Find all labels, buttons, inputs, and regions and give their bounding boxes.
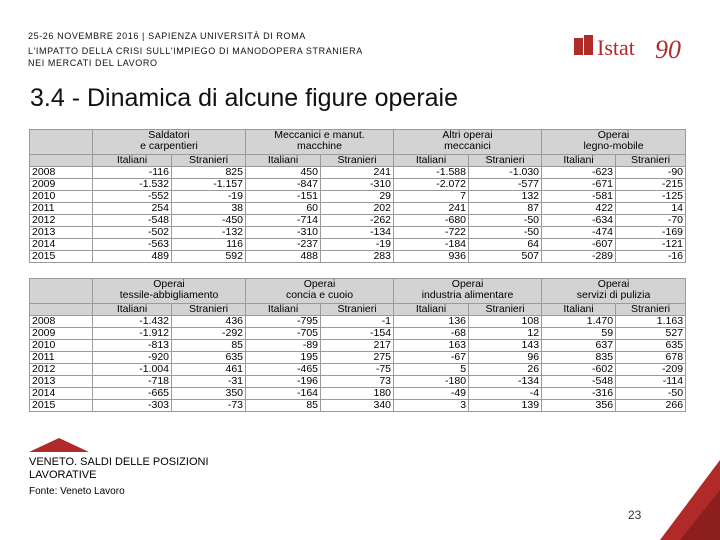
- value-cell: -169: [616, 227, 686, 239]
- value-cell: -154: [321, 328, 394, 340]
- group-header-cell: [246, 279, 394, 304]
- value-cell: -316: [542, 388, 616, 400]
- group-header-line: Operai: [597, 129, 630, 141]
- value-cell: -303: [93, 400, 172, 412]
- group-header-line: tessile-abbigliamento: [119, 289, 219, 301]
- value-cell: -262: [321, 215, 394, 227]
- group-header-line: macchine: [297, 140, 342, 152]
- value-cell: -125: [616, 191, 686, 203]
- value-cell: -548: [542, 376, 616, 388]
- group-header-cell: [246, 130, 394, 155]
- corner-cell: [30, 279, 93, 304]
- value-cell: -73: [172, 400, 246, 412]
- value-cell: -465: [246, 364, 321, 376]
- value-cell: -1: [321, 316, 394, 328]
- group-header-line: Meccanici e manut.: [274, 129, 365, 141]
- caption-line1: VENETO. SALDI DELLE POSIZIONI: [29, 456, 209, 468]
- value-cell: -121: [616, 239, 686, 251]
- value-cell: -1.432: [93, 316, 172, 328]
- value-cell: 241: [321, 167, 394, 179]
- value-cell: -1.157: [172, 179, 246, 191]
- table-row: [30, 328, 686, 340]
- table-row: [30, 388, 686, 400]
- table-row: [30, 191, 686, 203]
- col-header-italiani: Italiani: [93, 304, 172, 316]
- subheader-row: [30, 155, 686, 167]
- table-row: [30, 400, 686, 412]
- value-cell: -718: [93, 376, 172, 388]
- value-cell: 5: [394, 364, 469, 376]
- value-cell: 59: [542, 328, 616, 340]
- col-header-stranieri: Stranieri: [172, 155, 246, 167]
- value-cell: -680: [394, 215, 469, 227]
- value-cell: 254: [93, 203, 172, 215]
- col-header-italiani: Italiani: [93, 155, 172, 167]
- value-cell: 450: [246, 167, 321, 179]
- value-cell: -577: [469, 179, 542, 191]
- year-cell: 2010: [30, 191, 93, 203]
- value-cell: -607: [542, 239, 616, 251]
- value-cell: -50: [469, 227, 542, 239]
- value-cell: -89: [246, 340, 321, 352]
- value-cell: -502: [93, 227, 172, 239]
- value-cell: 14: [616, 203, 686, 215]
- year-cell: 2014: [30, 239, 93, 251]
- value-cell: -50: [469, 215, 542, 227]
- value-cell: 835: [542, 352, 616, 364]
- value-cell: 678: [616, 352, 686, 364]
- value-cell: 7: [394, 191, 469, 203]
- value-cell: 139: [469, 400, 542, 412]
- value-cell: 132: [469, 191, 542, 203]
- year-cell: 2011: [30, 352, 93, 364]
- value-cell: 96: [469, 352, 542, 364]
- value-cell: -847: [246, 179, 321, 191]
- value-cell: -1.004: [93, 364, 172, 376]
- value-cell: -602: [542, 364, 616, 376]
- talk-title-line2: NEI MERCATI DEL LAVORO: [28, 58, 158, 68]
- value-cell: 488: [246, 251, 321, 263]
- group-header-line: Altri operai: [442, 129, 493, 141]
- group-header-cell: [394, 279, 542, 304]
- source-note: Fonte: Veneto Lavoro: [29, 486, 125, 497]
- group-header-line: Saldatori: [148, 129, 190, 141]
- table-row: [30, 316, 686, 328]
- logo-text: Istat: [597, 35, 635, 60]
- corner-cell: [30, 155, 93, 167]
- col-header-italiani: Italiani: [246, 155, 321, 167]
- year-cell: 2009: [30, 179, 93, 191]
- red-triangle-marker: [29, 438, 89, 452]
- corner-cell: [30, 304, 93, 316]
- value-cell: 64: [469, 239, 542, 251]
- value-cell: -1.912: [93, 328, 172, 340]
- value-cell: -310: [321, 179, 394, 191]
- value-cell: -196: [246, 376, 321, 388]
- value-cell: 163: [394, 340, 469, 352]
- value-cell: 73: [321, 376, 394, 388]
- value-cell: -50: [616, 388, 686, 400]
- table-metalworkers: [29, 129, 686, 263]
- group-header-cell: [542, 279, 686, 304]
- value-cell: -813: [93, 340, 172, 352]
- value-cell: -563: [93, 239, 172, 251]
- value-cell: -634: [542, 215, 616, 227]
- group-header-line: e carpentieri: [140, 140, 198, 152]
- value-cell: 85: [172, 340, 246, 352]
- corner-cell: [30, 130, 93, 155]
- value-cell: 85: [246, 400, 321, 412]
- value-cell: 136: [394, 316, 469, 328]
- year-cell: 2008: [30, 316, 93, 328]
- year-cell: 2012: [30, 215, 93, 227]
- value-cell: -16: [616, 251, 686, 263]
- value-cell: -671: [542, 179, 616, 191]
- value-cell: -151: [246, 191, 321, 203]
- table-row: [30, 376, 686, 388]
- value-cell: -237: [246, 239, 321, 251]
- year-cell: 2013: [30, 227, 93, 239]
- value-cell: 87: [469, 203, 542, 215]
- year-cell: 2010: [30, 340, 93, 352]
- caption-title: [29, 456, 209, 482]
- caption-line2: LAVORATIVE: [29, 469, 97, 481]
- value-cell: -1.588: [394, 167, 469, 179]
- group-header-cell: [394, 130, 542, 155]
- group-header-line: industria alimentare: [421, 289, 514, 301]
- value-cell: -114: [616, 376, 686, 388]
- logo-number: 90: [655, 35, 681, 64]
- value-cell: 422: [542, 203, 616, 215]
- value-cell: -450: [172, 215, 246, 227]
- value-cell: 489: [93, 251, 172, 263]
- event-line: 25-26 NOVEMBRE 2016 | SAPIENZA UNIVERSITÀ DI ROMA: [28, 31, 306, 41]
- table-row: [30, 227, 686, 239]
- value-cell: -2.072: [394, 179, 469, 191]
- table-row: [30, 340, 686, 352]
- value-cell: -90: [616, 167, 686, 179]
- value-cell: 1.163: [616, 316, 686, 328]
- col-header-stranieri: Stranieri: [172, 304, 246, 316]
- value-cell: 356: [542, 400, 616, 412]
- value-cell: 195: [246, 352, 321, 364]
- group-header-line: Operai: [153, 278, 185, 290]
- year-cell: 2014: [30, 388, 93, 400]
- value-cell: -722: [394, 227, 469, 239]
- value-cell: -134: [469, 376, 542, 388]
- value-cell: -705: [246, 328, 321, 340]
- group-header-line: Operai: [597, 278, 630, 290]
- group-header-line: legno-mobile: [583, 140, 644, 152]
- value-cell: 3: [394, 400, 469, 412]
- value-cell: -920: [93, 352, 172, 364]
- group-header-row: [30, 130, 686, 155]
- value-cell: -474: [542, 227, 616, 239]
- value-cell: 38: [172, 203, 246, 215]
- value-cell: 60: [246, 203, 321, 215]
- value-cell: 1.470: [542, 316, 616, 328]
- year-cell: 2015: [30, 251, 93, 263]
- value-cell: -548: [93, 215, 172, 227]
- value-cell: -68: [394, 328, 469, 340]
- col-header-stranieri: Stranieri: [616, 304, 686, 316]
- table-row: [30, 364, 686, 376]
- group-header-line: meccanici: [444, 140, 491, 152]
- value-cell: -581: [542, 191, 616, 203]
- value-cell: 436: [172, 316, 246, 328]
- value-cell: 116: [172, 239, 246, 251]
- value-cell: -67: [394, 352, 469, 364]
- value-cell: -623: [542, 167, 616, 179]
- value-cell: 635: [172, 352, 246, 364]
- value-cell: -310: [246, 227, 321, 239]
- year-cell: 2013: [30, 376, 93, 388]
- value-cell: -795: [246, 316, 321, 328]
- year-cell: 2008: [30, 167, 93, 179]
- value-cell: -19: [321, 239, 394, 251]
- value-cell: 825: [172, 167, 246, 179]
- col-header-stranieri: Stranieri: [616, 155, 686, 167]
- group-header-line: concia e cuoio: [285, 289, 354, 301]
- year-cell: 2012: [30, 364, 93, 376]
- value-cell: 217: [321, 340, 394, 352]
- value-cell: -31: [172, 376, 246, 388]
- group-header-cell: [542, 130, 686, 155]
- slide-header: [28, 30, 363, 69]
- table-row: [30, 203, 686, 215]
- corner-decoration: [660, 460, 720, 540]
- value-cell: 592: [172, 251, 246, 263]
- col-header-italiani: Italiani: [542, 304, 616, 316]
- table-row: [30, 251, 686, 263]
- value-cell: -215: [616, 179, 686, 191]
- value-cell: -289: [542, 251, 616, 263]
- value-cell: 507: [469, 251, 542, 263]
- value-cell: 12: [469, 328, 542, 340]
- value-cell: -116: [93, 167, 172, 179]
- value-cell: -70: [616, 215, 686, 227]
- value-cell: 29: [321, 191, 394, 203]
- value-cell: 108: [469, 316, 542, 328]
- table-row: [30, 239, 686, 251]
- value-cell: -4: [469, 388, 542, 400]
- istat-logo: [573, 30, 693, 70]
- value-cell: 637: [542, 340, 616, 352]
- value-cell: -209: [616, 364, 686, 376]
- value-cell: 936: [394, 251, 469, 263]
- value-cell: -75: [321, 364, 394, 376]
- value-cell: 266: [616, 400, 686, 412]
- value-cell: -49: [394, 388, 469, 400]
- value-cell: -19: [172, 191, 246, 203]
- value-cell: -1.532: [93, 179, 172, 191]
- group-header-line: Operai: [303, 278, 336, 290]
- year-cell: 2009: [30, 328, 93, 340]
- chart-caption: [29, 438, 209, 497]
- col-header-italiani: Italiani: [246, 304, 321, 316]
- value-cell: -552: [93, 191, 172, 203]
- col-header-stranieri: Stranieri: [321, 155, 394, 167]
- col-header-italiani: Italiani: [394, 155, 469, 167]
- value-cell: -132: [172, 227, 246, 239]
- col-header-stranieri: Stranieri: [321, 304, 394, 316]
- year-cell: 2011: [30, 203, 93, 215]
- value-cell: -292: [172, 328, 246, 340]
- group-header-row: [30, 279, 686, 304]
- value-cell: 340: [321, 400, 394, 412]
- col-header-italiani: Italiani: [542, 155, 616, 167]
- value-cell: 283: [321, 251, 394, 263]
- value-cell: -134: [321, 227, 394, 239]
- value-cell: 275: [321, 352, 394, 364]
- group-header-line: Operai: [451, 278, 484, 290]
- value-cell: 202: [321, 203, 394, 215]
- table-manufacturing: [29, 278, 686, 412]
- col-header-stranieri: Stranieri: [469, 155, 542, 167]
- talk-title-line1: L'IMPATTO DELLA CRISI SULL'IMPIEGO DI MANODOPERA STRANIERA: [28, 46, 363, 56]
- table-row: [30, 167, 686, 179]
- value-cell: 180: [321, 388, 394, 400]
- value-cell: -184: [394, 239, 469, 251]
- group-header-cell: [93, 130, 246, 155]
- value-cell: 241: [394, 203, 469, 215]
- table-row: [30, 352, 686, 364]
- value-cell: -1.030: [469, 167, 542, 179]
- group-header-cell: [93, 279, 246, 304]
- table-row: [30, 179, 686, 191]
- value-cell: 635: [616, 340, 686, 352]
- table-row: [30, 215, 686, 227]
- value-cell: -180: [394, 376, 469, 388]
- slide-title: 3.4 - Dinamica di alcune figure operaie: [30, 84, 459, 112]
- group-header-line: servizi di pulizia: [576, 289, 651, 301]
- value-cell: -665: [93, 388, 172, 400]
- col-header-italiani: Italiani: [394, 304, 469, 316]
- page-number: 23: [628, 508, 642, 522]
- value-cell: -164: [246, 388, 321, 400]
- col-header-stranieri: Stranieri: [469, 304, 542, 316]
- value-cell: 143: [469, 340, 542, 352]
- subheader-row: [30, 304, 686, 316]
- value-cell: 26: [469, 364, 542, 376]
- value-cell: 350: [172, 388, 246, 400]
- year-cell: 2015: [30, 400, 93, 412]
- value-cell: 527: [616, 328, 686, 340]
- value-cell: 461: [172, 364, 246, 376]
- value-cell: -714: [246, 215, 321, 227]
